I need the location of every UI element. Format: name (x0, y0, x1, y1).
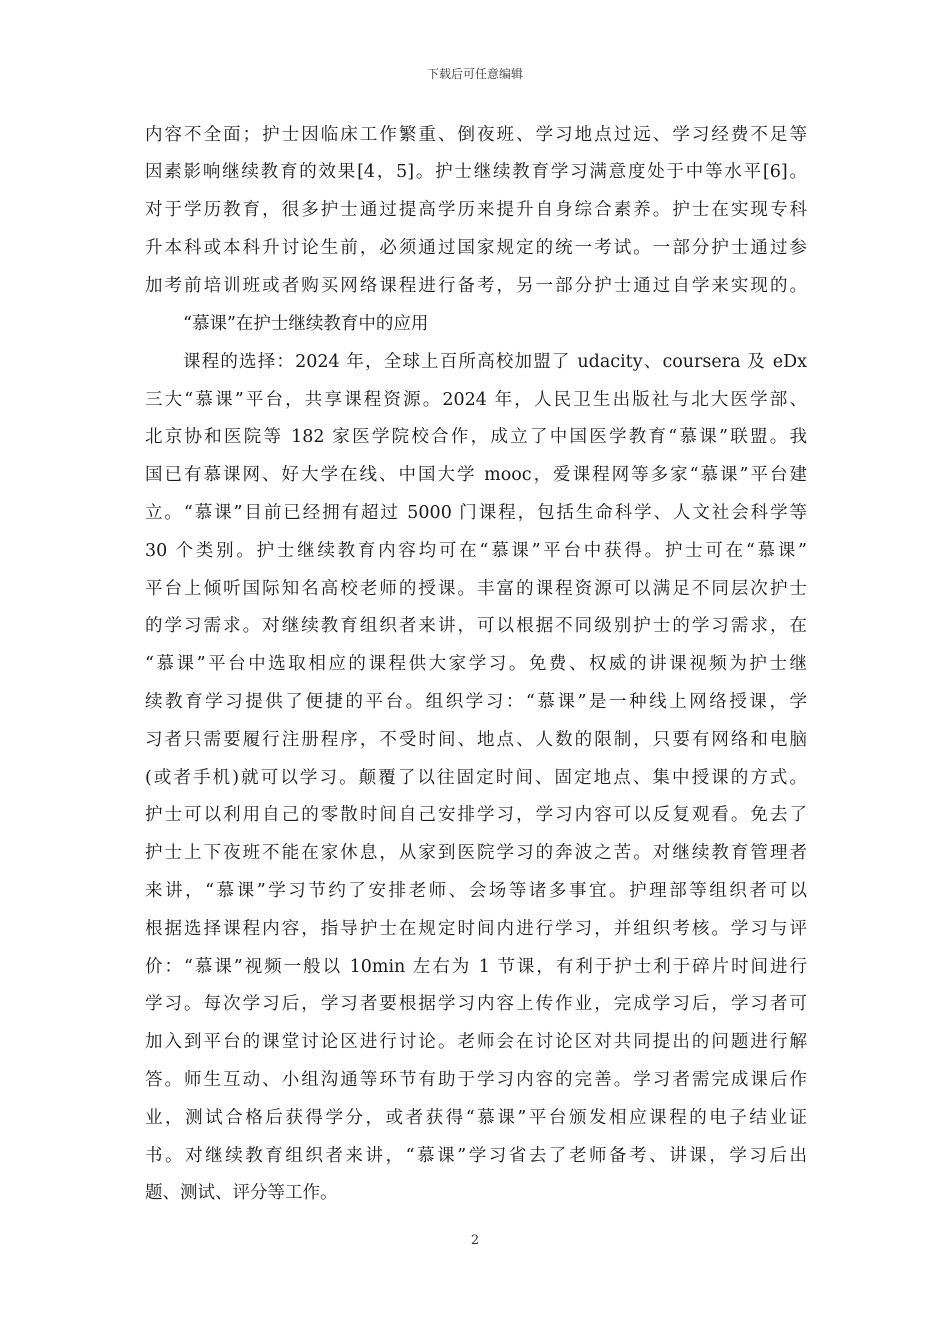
text-line: 护士上下夜班不能在家休息，从家到医院学习的奔波之苦。对继续教育管理者 (145, 843, 807, 863)
text-line: 内容不全面；护士因临床工作繁重、倒夜班、学习地点过远、学习经费不足等 (145, 125, 807, 145)
text-line: 课程的选择：2024 年，全球上百所高校加盟了 udacity、coursera 及 eDx (183, 352, 807, 372)
page-number: 2 (470, 1233, 480, 1248)
text-line: 30 个类别。护士继续教育内容均可在“慕课”平台中获得。护士可在“慕课” (145, 541, 807, 561)
text-line: 加考前培训班或者购买网络课程进行备考，另一部分护士通过自学来实现的。 (145, 276, 807, 296)
text-line: 学习。每次学习后，学习者要根据学习内容上传作业，完成学习后，学习者可 (145, 994, 807, 1014)
text-line: 升本科或本科升讨论生前，必须通过国家规定的统一考试。一部分护士通过参 (145, 238, 807, 258)
text-line: 因素影响继续教育的效果[4，5]。护士继续教育学习满意度处于中等水平[6]。 (145, 162, 807, 182)
text-line: 护士可以利用自己的零散时间自己安排学习，学习内容可以反复观看。免去了 (145, 805, 807, 825)
text-line: “慕课”平台中选取相应的课程供大家学习。免费、权威的讲课视频为护士继 (145, 654, 807, 674)
page-header: 下载后可任意编辑 (426, 67, 523, 81)
text-line: 加入到平台的课堂讨论区进行讨论。老师会在讨论区对共同提出的问题进行解 (145, 1032, 807, 1052)
text-line: 三大“慕课”平台，共享课程资源。2024 年，人民卫生出版社与北大医学部、 (145, 390, 807, 410)
text-line: 习者只需要履行注册程序，不受时间、地点、人数的限制，只要有网络和电脑 (145, 730, 807, 750)
text-line: 对于学历教育，很多护士通过提高学历来提升自身综合素养。护士在实现专科 (145, 200, 807, 220)
text-line: 北京协和医院等 182 家医学院校合作，成立了中国医学教育“慕课”联盟。我 (145, 427, 807, 447)
section-heading: “慕课”在护士继续教育中的应用 (183, 314, 429, 334)
text-line: 价：“慕课”视频一般以 10min 左右为 1 节课，有利于护士利于碎片时间进行 (145, 957, 807, 977)
text-line: 业，测试合格后获得学分，或者获得“慕课”平台颁发相应课程的电子结业证 (145, 1108, 807, 1128)
text-line: 立。“慕课”目前已经拥有超过 5000 门课程，包括生命科学、人文社会科学等 (145, 503, 807, 523)
text-line: 平台上倾听国际知名高校老师的授课。丰富的课程资源可以满足不同层次护士 (145, 579, 807, 599)
text-line: 续教育学习提供了便捷的平台。组织学习：“慕课”是一种线上网络授课，学 (145, 692, 807, 712)
text-line: (或者手机)就可以学习。颠覆了以往固定时间、固定地点、集中授课的方式。 (145, 768, 807, 788)
text-line: 国已有慕课网、好大学在线、中国大学 mooc，爱课程网等多家“慕课”平台建 (145, 465, 807, 485)
text-line: 根据选择课程内容，指导护士在规定时间内进行学习，并组织考核。学习与评 (145, 919, 807, 939)
text-line: 的学习需求。对继续教育组织者来讲，可以根据不同级别护士的学习需求，在 (145, 616, 807, 636)
text-line: 答。师生互动、小组沟通等环节有助于学习内容的完善。学习者需完成课后作 (145, 1070, 807, 1090)
text-line: 来讲，“慕课”学习节约了安排老师、会场等诸多事宜。护理部等组织者可以 (145, 881, 807, 901)
text-line: 题、测试、评分等工作。 (145, 1183, 338, 1203)
text-line: 书。对继续教育组织者来讲，“慕课”学习省去了老师备考、讲课，学习后出 (145, 1146, 807, 1166)
